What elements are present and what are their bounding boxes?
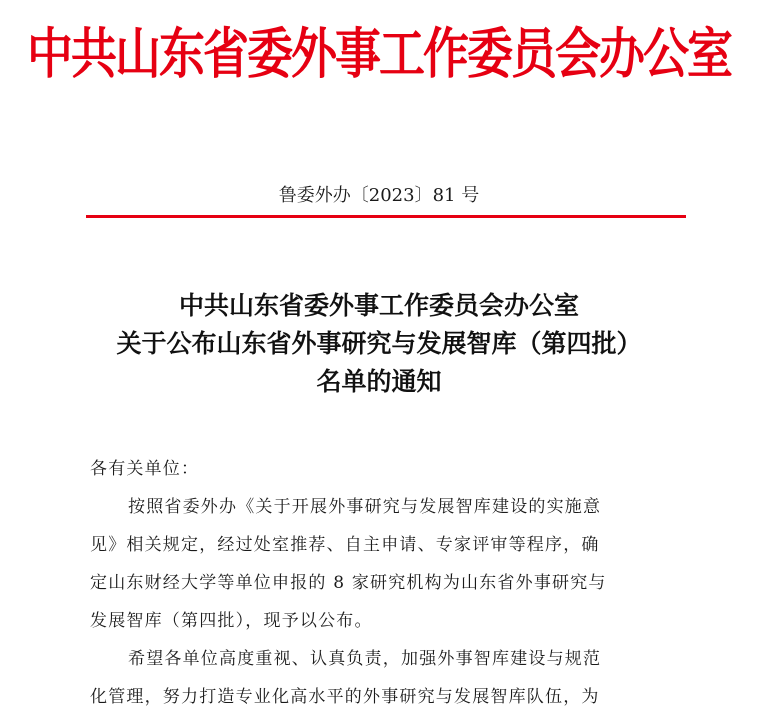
- title-line-1: 中共山东省委外事工作委员会办公室: [178, 291, 579, 320]
- body-line-3: 定山东财经大学等单位申报的 8 家研究机构为山东省外事研究与: [90, 573, 607, 593]
- notice-title: [0, 287, 758, 401]
- salutation: 各有关单位：: [90, 459, 200, 479]
- title-line-2: 关于公布山东省外事研究与发展智库（第四批）: [116, 329, 642, 358]
- document-number: 鲁委外办〔2023〕81 号: [278, 185, 480, 206]
- body-line-1: 按照省委外办《关于开展外事研究与发展智库建设的实施意: [128, 497, 602, 517]
- title-line-3: 名单的通知: [316, 367, 442, 396]
- masthead-title: 中共山东省委外事工作委员会办公室: [27, 21, 731, 86]
- body-line-6: 化管理，努力打造专业化高水平的外事研究与发展智库队伍，为: [90, 687, 600, 707]
- body-line-4: 发展智库（第四批），现予以公布。: [90, 611, 373, 631]
- red-divider-line: [86, 215, 686, 218]
- body-line-5: 希望各单位高度重视、认真负责，加强外事智库建设与规范: [128, 649, 602, 669]
- notice-body: [90, 450, 700, 716]
- body-line-2: 见》相关规定，经过处室推荐、自主申请、专家评审等程序，确: [90, 535, 600, 555]
